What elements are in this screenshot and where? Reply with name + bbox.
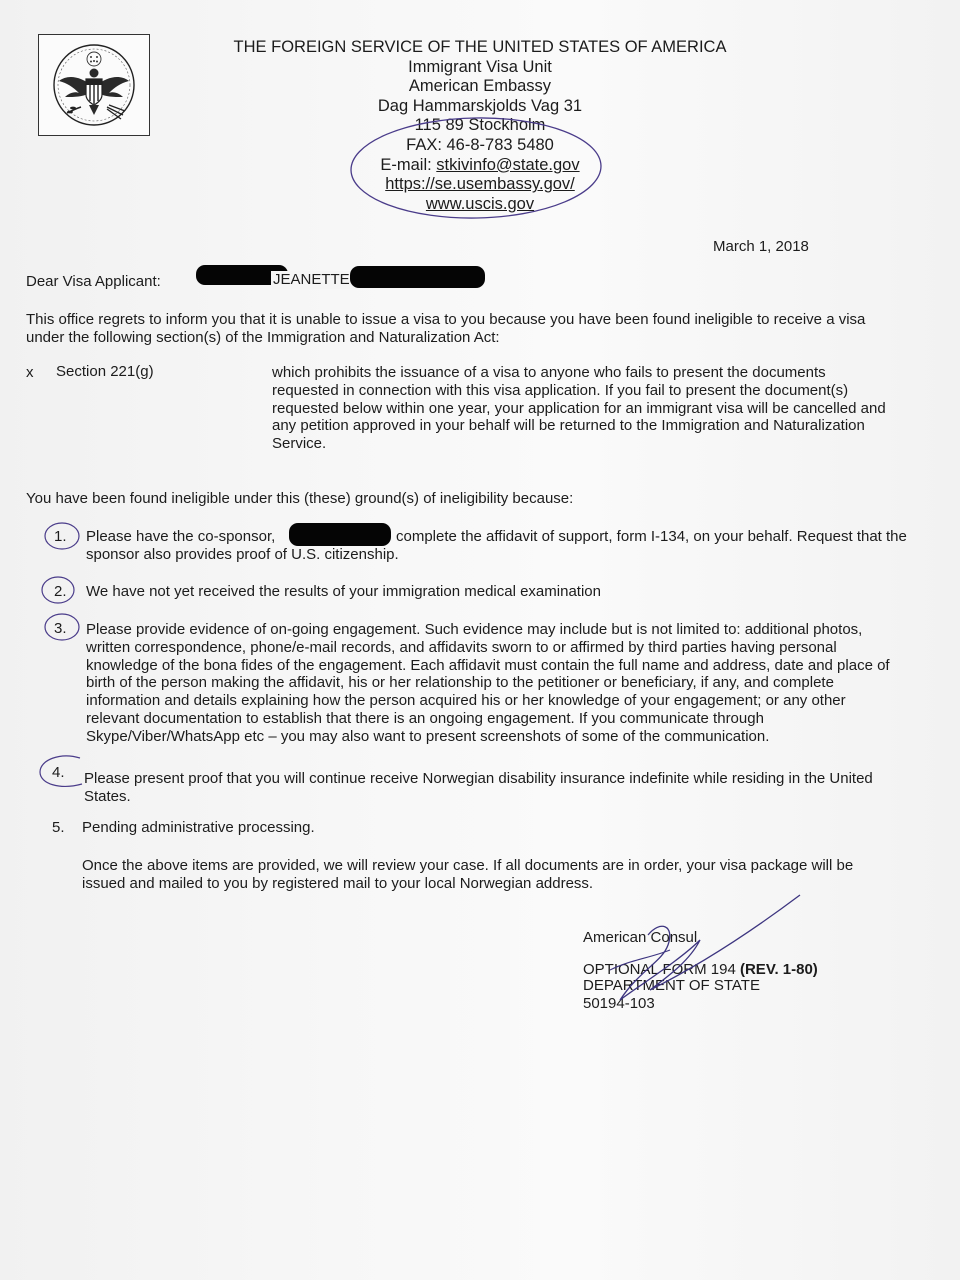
- closing-paragraph: [82, 857, 954, 893]
- item-line: birth of the person making the affidavit, his or her relationship to the petitioner or beneficiary, if any, and complete: [86, 674, 834, 692]
- section-line: which prohibits the issuance of a visa to anyone who fails to present the documents: [272, 364, 826, 381]
- letterhead-line: American Embassy: [408, 77, 552, 96]
- closing-line: Once the above items are provided, we will review your case. If all documents are in order, your visa package will be: [82, 857, 854, 874]
- item-1-text: [86, 528, 956, 564]
- section-check-mark: x: [26, 364, 34, 381]
- letterhead-line: 115 89 Stockholm: [414, 116, 546, 135]
- item-number: 5.: [52, 819, 65, 836]
- form-name: OPTIONAL FORM 194: [583, 961, 740, 978]
- section-line: Service.: [272, 435, 327, 453]
- section-name: Section 221(g): [56, 363, 154, 380]
- item-number: 2.: [54, 583, 67, 600]
- letterhead-line: FAX: 46-8-783 5480: [406, 135, 554, 154]
- email-line: [180, 156, 780, 176]
- email-link[interactable]: stkivinfo@state.gov: [436, 155, 580, 174]
- redacted-cosponsor-bar: [289, 523, 391, 546]
- email-label: E-mail:: [380, 155, 437, 174]
- closing-line: issued and mailed to you by registered mail to your local Norwegian address.: [82, 874, 594, 892]
- letter-date: March 1, 2018: [713, 238, 809, 255]
- item-line: sponsor also provides proof of U.S. citizenship.: [86, 546, 399, 563]
- item-number: 3.: [54, 620, 67, 637]
- grounds-intro: You have been found ineligible under this (these) ground(s) of ineligibility because:: [26, 490, 574, 507]
- item-1-continued: complete the affidavit of support, form I-134, on your behalf. Request that the: [396, 528, 907, 545]
- embassy-seal-box: [38, 34, 150, 136]
- section-line: requested in connection with this visa application. If you fail to present the document(s): [272, 381, 849, 399]
- letterhead-line: Dag Hammarskjolds Vag 31: [377, 96, 583, 115]
- section-description: [272, 364, 952, 453]
- item-line: Please provide evidence of on-going engagement. Such evidence may include but is not limited to: additional photos,: [86, 621, 863, 638]
- uscis-website-link[interactable]: www.uscis.gov: [425, 194, 535, 213]
- item-3-text: [86, 621, 956, 746]
- form-code: 50194-103: [583, 995, 655, 1012]
- section-line: any petition approved in your behalf will be returned to the Immigration and Naturalization: [272, 417, 865, 435]
- item-line: States.: [84, 787, 131, 805]
- item-line: knowledge of the bona fides of the engagement. Each affidavit must contain the full name and address, date and place of: [86, 656, 890, 674]
- item-line: written correspondence, phone/e-mail records, and affidavits sworn to or affirmed by third parties having personal: [86, 638, 837, 656]
- embassy-letterhead: [180, 38, 780, 214]
- letterhead-line: THE FOREIGN SERVICE OF THE UNITED STATES OF AMERICA: [233, 38, 727, 56]
- item-line: Please present proof that you will continue receive Norwegian disability insurance indefinite while residing in the United: [84, 770, 873, 787]
- item-2-text: [86, 583, 956, 601]
- item-line: Skype/Viber/WhatsApp etc – you may also want to present screenshots of some of the communication.: [86, 727, 770, 745]
- form-revision: (REV. 1-80): [739, 961, 818, 978]
- item-number: 4.: [52, 764, 65, 781]
- item-number: 1.: [54, 528, 67, 545]
- section-line: requested below within one year, your application for an immigrant visa will be cancelled and: [272, 399, 886, 417]
- item-5-text: [82, 819, 954, 837]
- intro-line: This office regrets to inform you that it is unable to issue a visa to you because you have been found ineligible to receive a visa: [26, 311, 866, 328]
- salutation: Dear Visa Applicant:: [26, 273, 161, 290]
- item-line: Pending administrative processing.: [82, 819, 315, 836]
- item-line: information and details explaining how the person acquired his or her knowledge of your engagement; or any other: [86, 692, 846, 710]
- redacted-surname-bar: [350, 266, 485, 288]
- applicant-name: JEANETTE: [273, 271, 350, 288]
- intro-paragraph: [26, 311, 956, 347]
- great-seal-emblem: [39, 35, 149, 135]
- embassy-website-link[interactable]: https://se.usembassy.gov/: [385, 175, 575, 194]
- item-4-text: [84, 770, 956, 806]
- consul-title: American Consul: [583, 929, 698, 946]
- item-line: relevant documentation to establish that there is an ongoing engagement. If you communicate through: [86, 709, 764, 727]
- department-name: DEPARTMENT OF STATE: [583, 977, 760, 994]
- item-line: We have not yet received the results of your immigration medical examination: [86, 583, 601, 600]
- intro-line: under the following section(s) of the Immigration and Naturalization Act:: [26, 328, 500, 346]
- item-1-lead: Please have the co-sponsor,: [86, 528, 276, 545]
- letterhead-line: Immigrant Visa Unit: [408, 57, 552, 76]
